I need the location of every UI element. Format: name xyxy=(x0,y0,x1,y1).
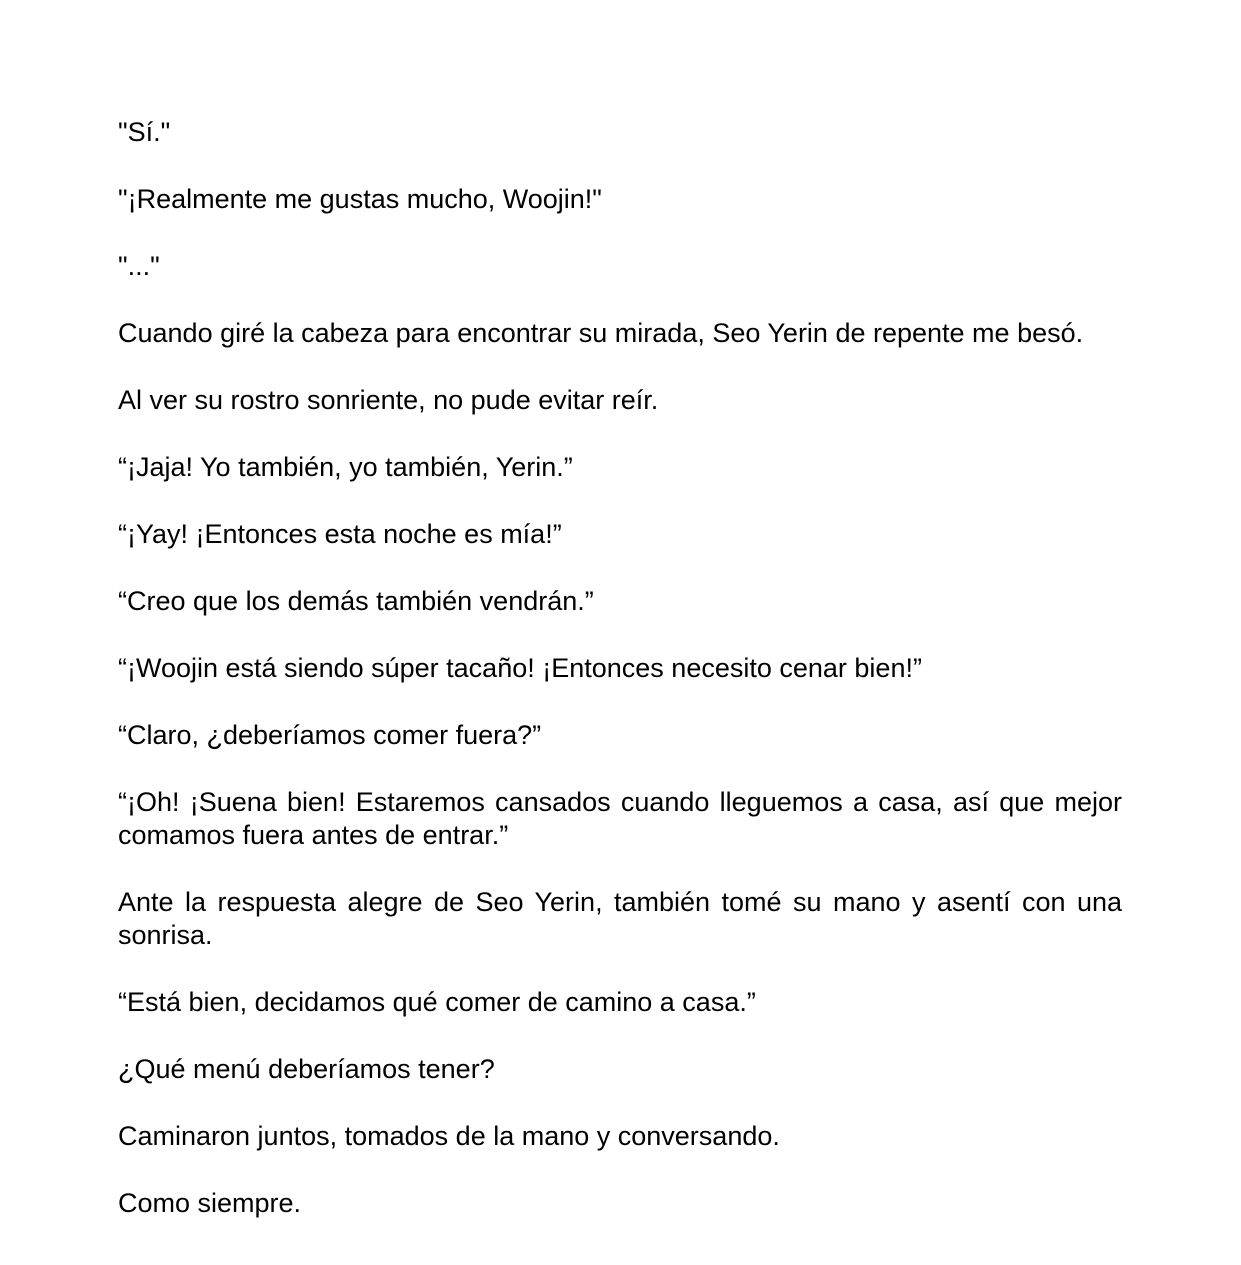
paragraph: “Claro, ¿deberíamos comer fuera?” xyxy=(118,720,542,750)
paragraph: Ante la respuesta alegre de Seo Yerin, también tomé su mano y asentí con una sonrisa. xyxy=(118,887,1122,950)
paragraph: ¿Qué menú deberíamos tener? xyxy=(118,1054,495,1084)
paragraph: Al ver su rostro sonriente, no pude evitar reír. xyxy=(118,385,659,415)
paragraph: Caminaron juntos, tomados de la mano y conversando. xyxy=(118,1121,780,1151)
document-body xyxy=(118,116,1122,1220)
paragraph: “Creo que los demás también vendrán.” xyxy=(118,586,594,616)
paragraph: Como siempre. xyxy=(118,1188,302,1218)
paragraph: “¡Woojin está siendo súper tacaño! ¡Entonces necesito cenar bien!” xyxy=(118,653,922,683)
paragraph: "Sí." xyxy=(118,117,171,147)
paragraph: “¡Oh! ¡Suena bien! Estaremos cansados cuando lleguemos a casa, así que mejor comamos fuera antes de entrar.” xyxy=(118,787,1122,850)
paragraph: "..." xyxy=(118,251,160,281)
paragraph: "¡Realmente me gustas mucho, Woojin!" xyxy=(118,184,602,214)
paragraph: “¡Jaja! Yo también, yo también, Yerin.” xyxy=(118,452,573,482)
paragraph: “Está bien, decidamos qué comer de camino a casa.” xyxy=(118,987,756,1017)
paragraph: Cuando giré la cabeza para encontrar su mirada, Seo Yerin de repente me besó. xyxy=(118,318,1084,348)
paragraph: “¡Yay! ¡Entonces esta noche es mía!” xyxy=(118,519,562,549)
